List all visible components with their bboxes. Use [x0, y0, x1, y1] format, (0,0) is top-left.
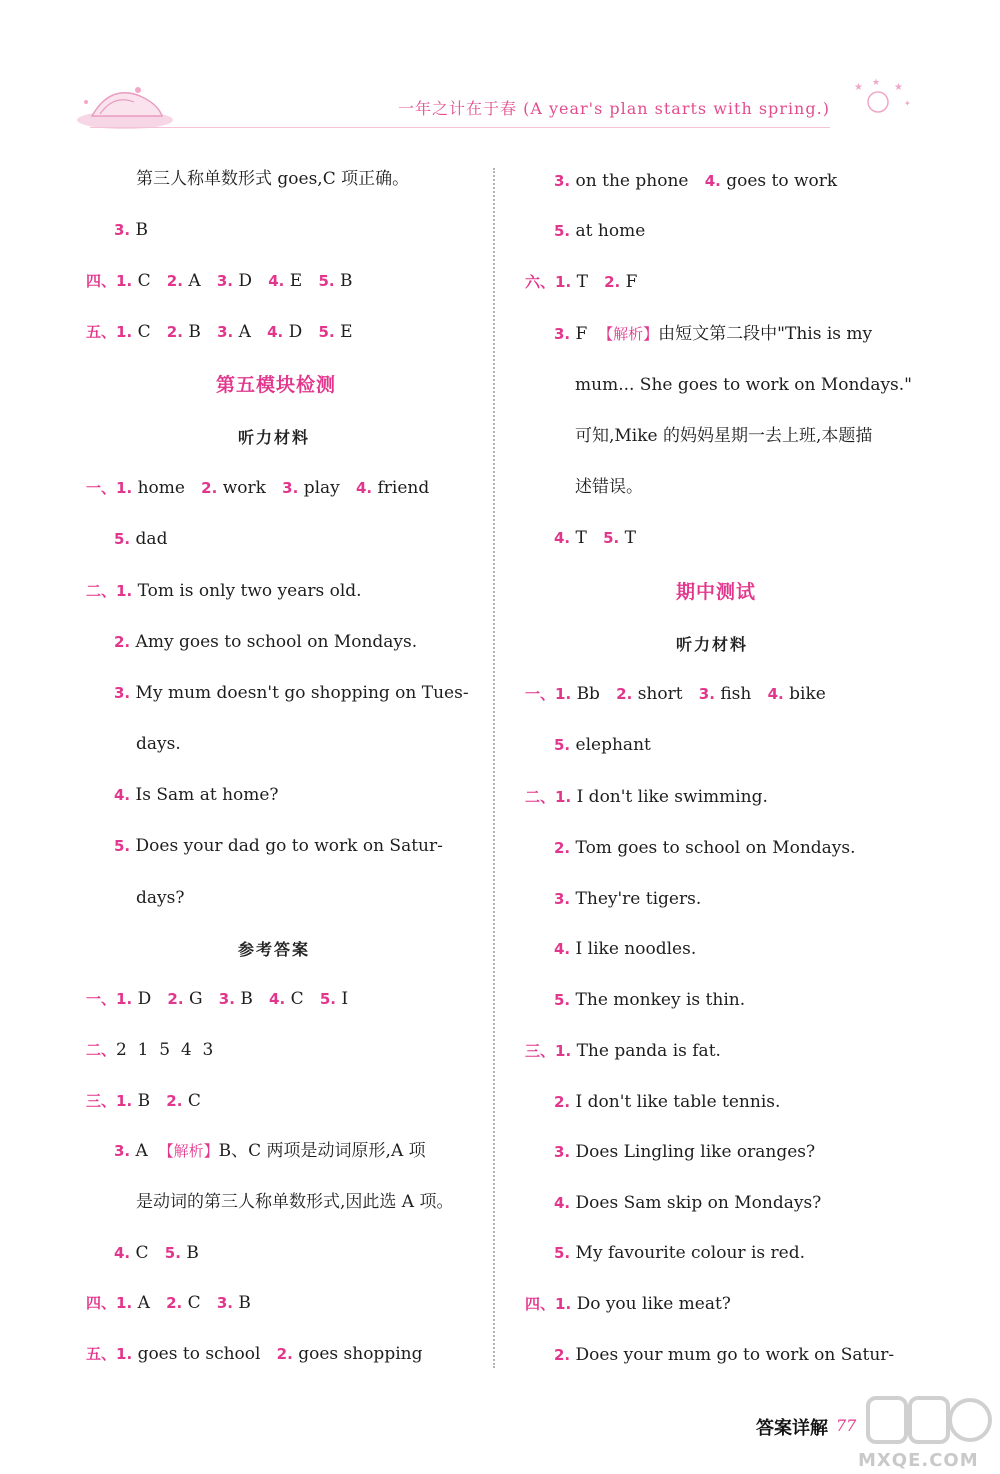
answer-line: 四、1. C 2. A 3. D 4. E 5. B: [86, 271, 353, 291]
answer-line: 三、1. The panda is fat.: [525, 1041, 721, 1061]
answer-line: 4. T 5. T: [554, 528, 636, 548]
answer-line: 三、1. B 2. C: [86, 1091, 201, 1111]
answer-line: 3. F 【解析】由短文第二段中"This is my: [554, 324, 873, 344]
stars-decoration-icon: [842, 76, 926, 128]
answer-line: mum... She goes to work on Mondays.": [575, 375, 913, 395]
page-header: [0, 0, 1000, 150]
answer-line: 一、1. Bb 2. short 3. fish 4. bike: [525, 684, 826, 704]
answer-line: 5. at home: [554, 221, 646, 241]
answer-line: 2. I don't like table tennis.: [554, 1092, 781, 1112]
page-number: 77: [836, 1416, 857, 1435]
answer-line: 5. Does your dad go to work on Satur-: [114, 836, 443, 856]
answer-line: 5. dad: [114, 529, 168, 549]
snow-cottage-logo-icon: [70, 72, 180, 134]
answer-line: 五、1. goes to school 2. goes shopping: [86, 1344, 423, 1364]
subsection-heading: 听力材料: [238, 428, 311, 447]
answer-line: 可知,Mike 的妈妈星期一去上班,本题描: [575, 426, 873, 446]
svg-text:✦: ✦: [904, 99, 911, 108]
answer-line: 4. I like noodles.: [554, 939, 697, 959]
analysis-tag: 【解析】: [158, 1142, 219, 1160]
answer-line: 4. Is Sam at home?: [114, 785, 279, 805]
answer-line: 四、1. A 2. C 3. B: [86, 1293, 251, 1313]
watermark-text: MXQE.COM: [858, 1450, 979, 1471]
answer-line: 3. A 【解析】B、C 两项是动词原形,A 项: [114, 1141, 426, 1161]
answer-line: 五、1. C 2. B 3. A 4. D 5. E: [86, 322, 353, 342]
answer-line: 5. elephant: [554, 735, 651, 755]
answer-line: 3. on the phone 4. goes to work: [554, 171, 838, 191]
answer-line: 4. Does Sam skip on Mondays?: [554, 1193, 822, 1213]
answer-line: days.: [136, 734, 181, 754]
answer-line: 二、1. Tom is only two years old.: [86, 581, 362, 601]
svg-text:★: ★: [894, 82, 903, 93]
answer-line: 4. C 5. B: [114, 1243, 199, 1263]
footer-label: 答案详解: [756, 1418, 828, 1439]
answer-line: 5. My favourite colour is red.: [554, 1243, 805, 1263]
subsection-heading: 参考答案: [238, 940, 311, 959]
header-motto: 一年之计在于春 (A year's plan starts with spring.): [398, 99, 830, 118]
answer-line: days?: [136, 888, 185, 908]
answer-line: 3. They're tigers.: [554, 889, 702, 909]
section-heading: 期中测试: [676, 581, 757, 603]
answer-line: 一、1. D 2. G 3. B 4. C 5. I: [86, 989, 349, 1009]
svg-text:★: ★: [854, 82, 863, 93]
answer-line: 第三人称单数形式 goes,C 项正确。: [136, 169, 410, 189]
answer-line: 2. Amy goes to school on Mondays.: [114, 632, 418, 652]
answer-line: 3. My mum doesn't go shopping on Tues-: [114, 683, 469, 703]
answer-line: 六、1. T 2. F: [525, 272, 638, 292]
answer-line: 二、2 1 5 4 3: [86, 1040, 214, 1060]
answer-line: 2. Does your mum go to work on Satur-: [554, 1345, 895, 1365]
answer-line: 述错误。: [575, 477, 643, 497]
answer-line: 是动词的第三人称单数形式,因此选 A 项。: [136, 1192, 454, 1212]
analysis-tag: 【解析】: [598, 325, 659, 343]
svg-text:★: ★: [872, 78, 881, 88]
answer-line: 2. Tom goes to school on Mondays.: [554, 838, 856, 858]
section-heading: 第五模块检测: [216, 374, 337, 396]
answer-line: 四、1. Do you like meat?: [525, 1294, 731, 1314]
subsection-heading: 听力材料: [676, 635, 749, 654]
answer-line: 3. B: [114, 220, 149, 240]
header-rule: [90, 127, 830, 128]
answer-line: 5. The monkey is thin.: [554, 990, 746, 1010]
answer-line: 3. Does Lingling like oranges?: [554, 1142, 816, 1162]
column-divider: [493, 168, 495, 1368]
answer-line: 二、1. I don't like swimming.: [525, 787, 768, 807]
answer-line: 一、1. home 2. work 3. play 4. friend: [86, 478, 430, 498]
